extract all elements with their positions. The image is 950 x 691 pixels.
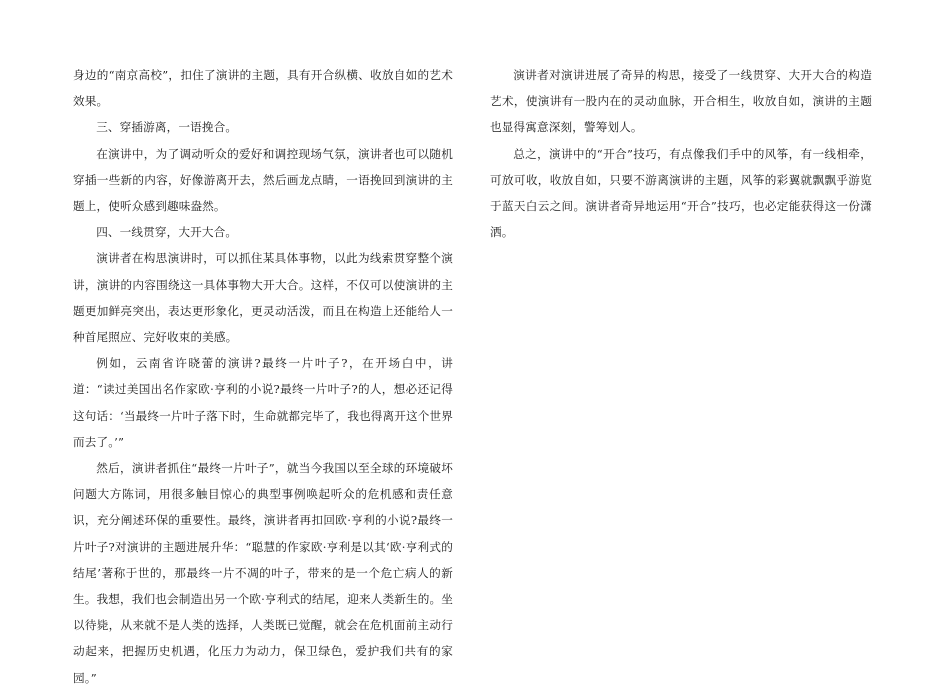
paragraph: 在演讲中，为了调动听众的爱好和调控现场气氛，演讲者也可以随机穿插一些新的内容，好像游离开去，然后画龙点睛，一语挽回到演讲的主题上，使听众感到趣味盎然。	[73, 146, 453, 214]
paragraph: 演讲者在构思演讲时，可以抓住某具体事物，以此为线索贯穿整个演讲，演讲的内容围绕这一具体事物大开大合。这样，不仅可以使演讲的主题更加鲜亮突出，表达更形象化，更灵动活泼，而且在构造上还能给人一种首尾照应、完好收束的美感。	[73, 251, 453, 345]
section-heading-4: 四、一线贯穿，大开大合。	[96, 225, 238, 240]
right-column	[490, 62, 872, 245]
paragraph: 演讲者对演讲进展了奇异的构思，接受了一线贯穿、大开大合的构造艺术，使演讲有一股内在的灵动血脉，开合相生，收放自如，演讲的主题也显得寓意深刻，警筹划人。	[490, 68, 872, 135]
paragraph: 然后，演讲者抓住“最终一片叶子”，就当今我国以至全球的环境破坏问题大方陈词，用很多触目惊心的典型事例唤起听众的危机感和责任意识，充分阐述环保的重要性。最终，演讲者再扣回欧·亨利的小说?最终一片叶子?对演讲的主题进展升华：“聪慧的作家欧·亨利是以其‘欧·亨利式的结尾’著称于世的，那最终一片不凋的叶子，带来的是一个危亡病人的新生。我想，我们也会制造出另一个欧·亨利式的结尾，迎来人类新生的。坐以待毙，从来就不是人类的选择，人类既已觉醒，就会在危机面前主动行动起来，把握历史机遇，化压力为动力，保卫绿色，爱护我们共有的家园。”	[73, 461, 453, 685]
paragraph: 例如，云南省许晓蕾的演讲?最终一片叶子?，在开场白中，讲道：“读过美国出名作家欧·亨利的小说?最终一片叶子?的人，想必还记得这句话：‘当最终一片叶子落下时，生命就都完毕了，我也得离开这个世界而去了。’”	[73, 356, 453, 449]
section-heading-3: 三、穿插游离，一语挽合。	[96, 120, 238, 135]
paragraph-continuation: 身边的“南京高校”，扣住了演讲的主题，具有开合纵横、收放自如的艺术效果。	[73, 68, 453, 109]
left-column	[73, 62, 453, 691]
paragraph-conclusion: 总之，演讲中的“开合”技巧，有点像我们手中的风筝，有一线相牵，可放可收，收放自如，只要不游离演讲的主题，风筝的彩翼就飘飘乎游览于蓝天白云之间。演讲者奇异地运用“开合”技巧，也必定能获得这一份潇洒。	[490, 146, 872, 240]
